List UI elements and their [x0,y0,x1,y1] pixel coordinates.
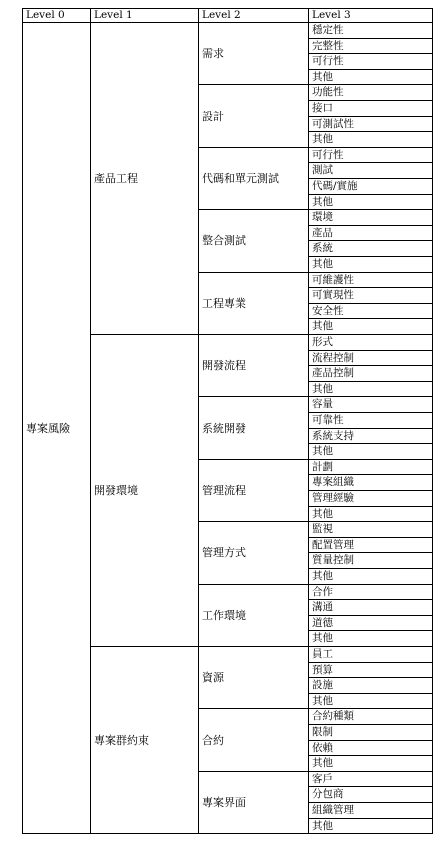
level3-item: 其他 [308,568,433,585]
level3-item: 產品控制 [308,365,433,382]
level3-item: 可測試性 [308,116,433,133]
level3-item: 配置管理 [308,537,433,554]
level1-category: 產品工程 [90,22,199,335]
level3-item: 合作 [308,584,433,601]
level3-item: 可靠性 [308,412,433,429]
level3-item: 可維護性 [308,272,433,289]
level3-item: 專案組織 [308,474,433,491]
header-level-3: Level 3 [308,8,433,23]
level2-category: 合約 [198,708,309,771]
level3-item: 可行性 [308,147,433,164]
level3-item: 代碼/實施 [308,178,433,195]
level3-item: 其他 [308,506,433,523]
level3-item: 其他 [308,818,433,835]
level3-item: 其他 [308,755,433,772]
level3-item: 道德 [308,615,433,632]
level2-category: 工作環境 [198,584,309,647]
level3-item: 監視 [308,521,433,538]
level3-item: 組織管理 [308,802,433,819]
level3-item: 其他 [308,131,433,148]
level3-item: 容量 [308,396,433,413]
header-level-2: Level 2 [198,8,309,23]
level2-category: 管理流程 [198,459,309,522]
level3-item: 其他 [308,381,433,398]
level3-item: 限制 [308,724,433,741]
level2-category: 代碼和單元測試 [198,147,309,210]
level1-category: 專案群約束 [90,646,199,834]
level1-category: 開發環境 [90,334,199,647]
level2-category: 資源 [198,646,309,709]
header-level-1: Level 1 [90,8,199,23]
level3-item: 依賴 [308,740,433,757]
level3-item: 其他 [308,69,433,86]
header-level-0: Level 0 [22,8,91,23]
level3-item: 溝通 [308,599,433,616]
level3-item: 管理經驗 [308,490,433,507]
level3-item: 客戶 [308,771,433,788]
level3-item: 其他 [308,256,433,273]
level3-item: 員工 [308,646,433,663]
level3-item: 計劃 [308,459,433,476]
level2-category: 管理方式 [198,521,309,584]
level2-category: 專案界面 [198,771,309,834]
level3-item: 形式 [308,334,433,351]
level3-item: 安全性 [308,303,433,320]
level3-item: 預算 [308,662,433,679]
level3-item: 產品 [308,225,433,242]
level3-item: 質量控制 [308,552,433,569]
level3-item: 可實現性 [308,287,433,304]
level3-item: 可行性 [308,53,433,70]
level3-item: 測試 [308,162,433,179]
level3-item: 系統支持 [308,428,433,445]
level3-item: 其他 [308,693,433,710]
level3-item: 其他 [308,318,433,335]
level2-category: 需求 [198,22,309,85]
level2-category: 工程專業 [198,272,309,335]
level3-item: 其他 [308,443,433,460]
level2-category: 設計 [198,84,309,147]
level3-item: 分包商 [308,786,433,803]
level2-category: 整合測試 [198,209,309,272]
level2-category: 開發流程 [198,334,309,397]
level3-item: 其他 [308,630,433,647]
level0-category: 專案風險 [22,22,91,834]
level3-item: 功能性 [308,84,433,101]
level3-item: 設施 [308,677,433,694]
level3-item: 完整性 [308,38,433,55]
level3-item: 合約種類 [308,708,433,725]
level3-item: 系統 [308,240,433,257]
level3-item: 接口 [308,100,433,117]
level3-item: 流程控制 [308,350,433,367]
level2-category: 系統開發 [198,396,309,459]
level3-item: 其他 [308,194,433,211]
level3-item: 穩定性 [308,22,433,39]
level3-item: 環境 [308,209,433,226]
